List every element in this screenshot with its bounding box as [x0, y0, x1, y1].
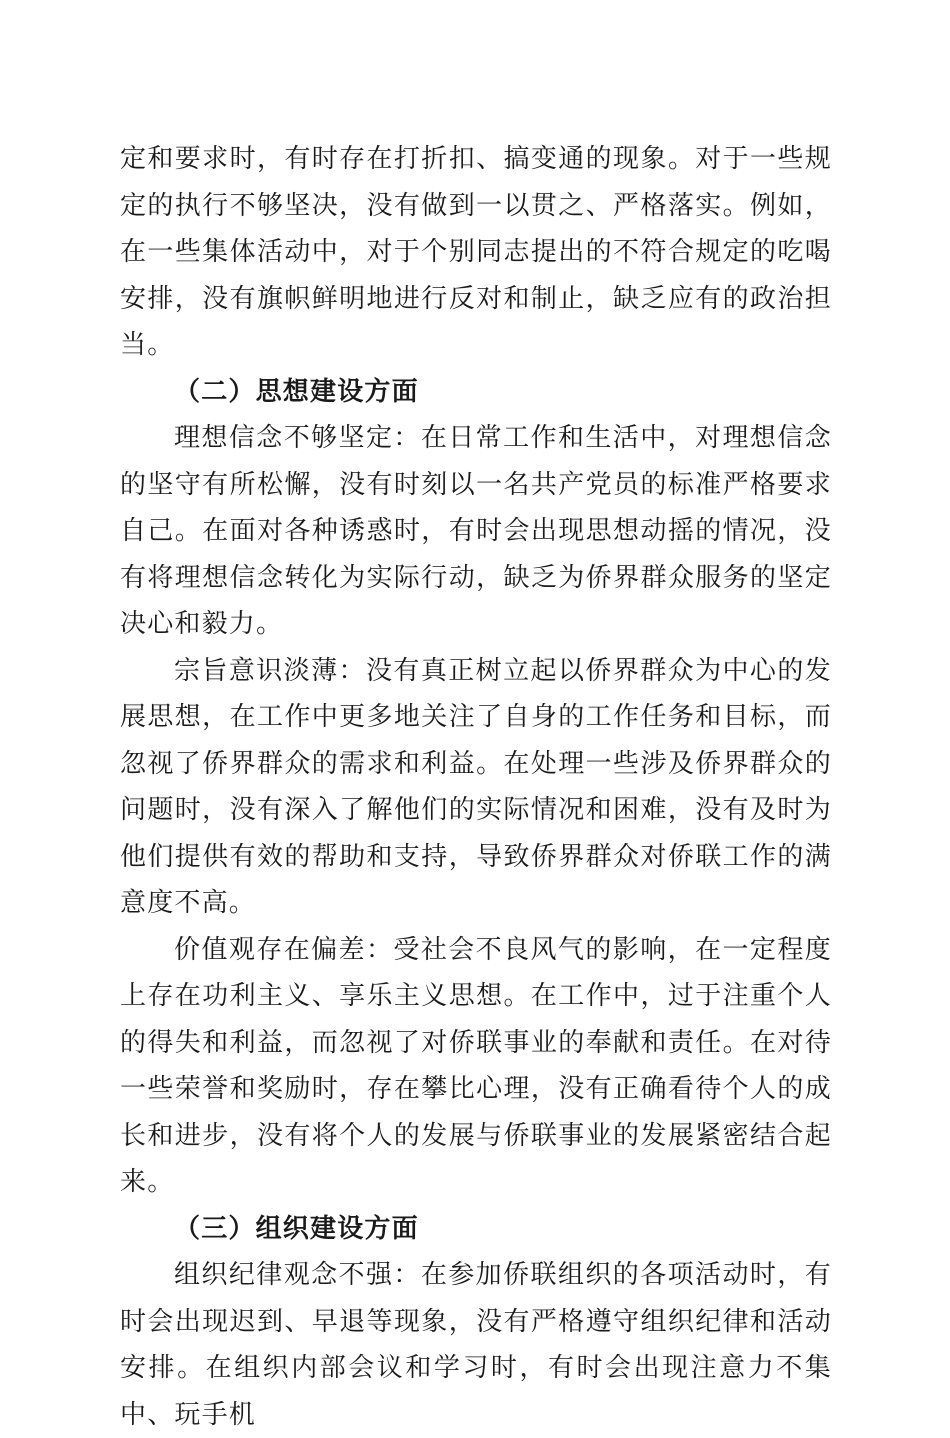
paragraph-ideals-belief: 理想信念不够坚定：在日常工作和生活中，对理想信念的坚守有所松懈，没有时刻以一名共产党员的标准严格要求自己。在面对各种诱惑时，有时会出现思想动摇的情况，没有将理想信念转化为实际行动，缺乏为侨界群众服务的坚定决心和毅力。: [120, 423, 832, 639]
document-body: [120, 136, 832, 1438]
section-heading-organization: （三）组织建设方面: [174, 1213, 419, 1244]
paragraph-organizational-discipline: 组织纪律观念不强：在参加侨联组织的各项活动时，有时会出现迟到、早退等现象，没有严格遵守组织纪律和活动安排。在组织内部会议和学习时，有时会出现注意力不集中、玩手机: [120, 1260, 832, 1430]
paragraph-continuation: 定和要求时，有时存在打折扣、搞变通的现象。对于一些规定的执行不够坚决，没有做到一以贯之、严格落实。例如，在一些集体活动中，对于个别同志提出的不符合规定的吃喝安排，没有旗帜鲜明地进行反对和制止，缺乏应有的政治担当。: [120, 144, 832, 360]
section-heading-ideology: （二）思想建设方面: [174, 376, 419, 407]
paragraph-purpose-awareness: 宗旨意识淡薄：没有真正树立起以侨界群众为中心的发展思想，在工作中更多地关注了自身的工作任务和目标，而忽视了侨界群众的需求和利益。在处理一些涉及侨界群众的问题时，没有深入了解他们的实际情况和困难，没有及时为他们提供有效的帮助和支持，导致侨界群众对侨联工作的满意度不高。: [120, 655, 832, 918]
paragraph-values: 价值观存在偏差：受社会不良风气的影响，在一定程度上存在功利主义、享乐主义思想。在工作中，过于注重个人的得失和利益，而忽视了对侨联事业的奉献和责任。在对待一些荣誉和奖励时，存在攀比心理，没有正确看待个人的成长和进步，没有将个人的发展与侨联事业的发展紧密结合起来。: [120, 934, 832, 1197]
